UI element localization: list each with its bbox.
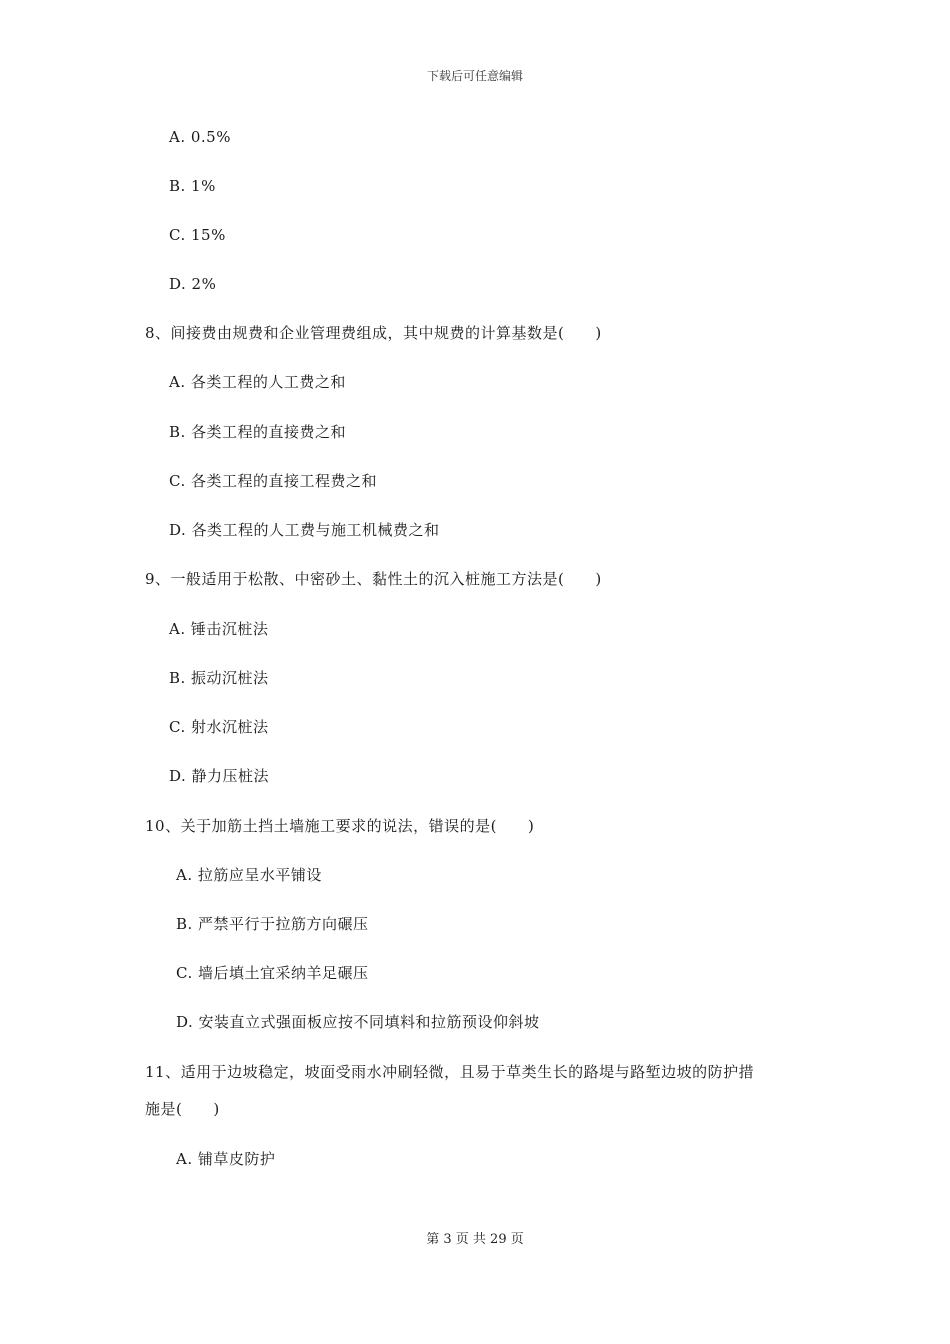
q10-option-d: D. 安装直立式强面板应按不同填料和拉筋预设仰斜坡 — [176, 1013, 540, 1031]
page-number: 第 3 页 共 29 页 — [426, 1232, 524, 1247]
q10-option-b: B. 严禁平行于拉筋方向碾压 — [176, 915, 369, 933]
q8-stem: 8、间接费由规费和企业管理费组成，其中规费的计算基数是( ) — [145, 324, 602, 342]
q10-option-a: A. 拉筋应呈水平铺设 — [176, 866, 322, 884]
q7-option-a: A. 0.5% — [169, 128, 231, 146]
q9-option-b: B. 振动沉桩法 — [169, 669, 269, 687]
q10-option-c: C. 墙后填土宜采纳羊足碾压 — [176, 964, 369, 982]
q11-stem-line2: 施是( ) — [145, 1100, 220, 1118]
q8-option-b: B. 各类工程的直接费之和 — [169, 423, 347, 441]
q9-option-a: A. 锤击沉桩法 — [169, 620, 269, 638]
q7-option-c: C. 15% — [169, 226, 226, 244]
q9-option-d: D. 静力压桩法 — [169, 767, 270, 785]
q8-option-d: D. 各类工程的人工费与施工机械费之和 — [169, 521, 440, 539]
q7-option-b: B. 1% — [169, 177, 216, 195]
q11-stem-line1: 11、适用于边坡稳定，坡面受雨水冲刷轻微，且易于草类生长的路堤与路堑边坡的防护措 — [145, 1063, 755, 1081]
q9-option-c: C. 射水沉桩法 — [169, 718, 269, 736]
q7-option-d: D. 2% — [169, 275, 217, 293]
q9-stem: 9、一般适用于松散、中密砂土、黏性土的沉入桩施工方法是( ) — [145, 570, 602, 588]
q10-stem: 10、关于加筋土挡土墙施工要求的说法，错误的是( ) — [145, 817, 535, 835]
q11-option-a: A. 铺草皮防护 — [176, 1150, 276, 1168]
q8-option-c: C. 各类工程的直接工程费之和 — [169, 472, 377, 490]
page-header-note: 下载后可任意编辑 — [426, 69, 523, 83]
q8-option-a: A. 各类工程的人工费之和 — [169, 373, 346, 391]
